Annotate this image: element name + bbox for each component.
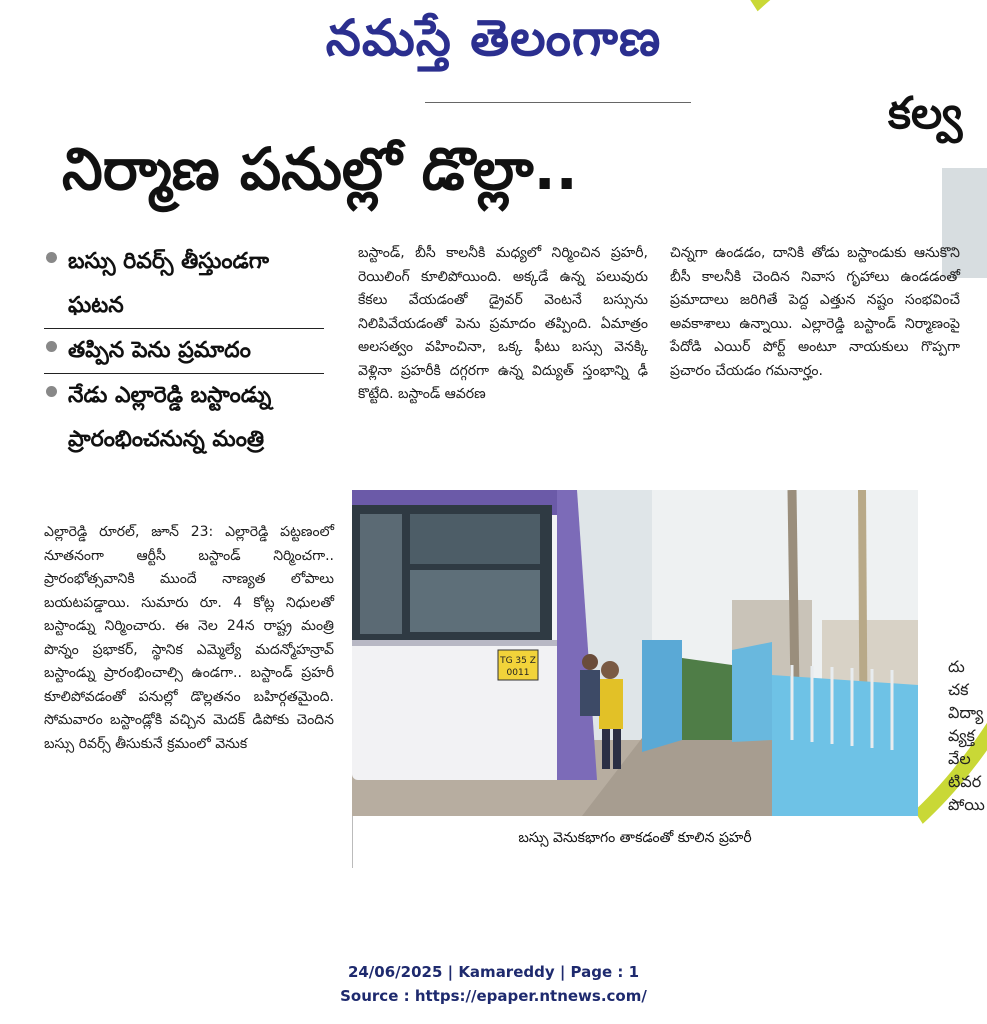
bullet-item: బస్సు రివర్స్ తీస్తుండగా ఘటన [44,240,324,329]
fragment-line: విద్యా [948,703,984,722]
number-plate-bottom: 0011 [506,668,530,678]
page-footer [0,960,987,1008]
photo-caption: బస్సు వెనుకభాగం తాకడంతో కూలిన ప్రహరీ [518,830,752,846]
fragment-line: వ్యక్త [948,726,975,745]
masthead-logo: నమస్తే తెలంగాణ [325,9,662,67]
fragment-line: వేల [948,749,971,768]
article-column-1: ఎల్లారెడ్డి రూరల్, జూన్ 23: ఎల్లారెడ్డి పట్టణంలో నూతనంగా ఆర్టీసీ బస్టాండ్ నిర్మించగా.. ప్రారంభోత్సవానికి ముందే నాణ్యత లోపాలు బయటపడ్డాయి. సుమారు రూ. 4 కోట్ల నిధులతో బస్టాండ్ను నిర్మించారు. ఈ నెల 24న రాష్ట్ర మంత్రి పొన్నం ప్రభాకర్, స్థానిక ఎమ్మెల్యే మదన్మోహన్రావ్ బస్టాండ్ను ప్రారంభించాల్సి ఉండగా.. బస్టాండ్ ప్రహరీ కూలిపోవడంతో పనుల్లో డొల్లతనం బహిర్గతమైంది. సోమవారం బస్టాండ్లోకి వచ్చిన మెదక్ డిపోకు చెందిన బస్సు రివర్స్ తీసుకునే క్రమంలో వెనుక [44,524,334,752]
bullet-item: నేడు ఎల్లారెడ్డి బస్టాండ్ను ప్రారంభించనున్న మంత్రి [44,374,324,462]
bullet-item: తప్పిన పెను ప్రమాదం [44,329,324,374]
adjacent-column-fragment [948,655,987,816]
fragment-line: దు [948,657,965,676]
bus-wall-illustration [352,490,918,816]
article-headline: నిర్మాణ పనుల్లో డొల్లా.. [62,135,578,203]
edition-info: 24/06/2025 | Kamareddy | Page : 1 [347,963,640,981]
fragment-line: పోయి [948,795,985,814]
number-plate-top: TG 35 Z [500,656,536,666]
fragment-line: చక [948,680,969,699]
source-link[interactable]: Source : https://epaper.ntnews.com/ [340,987,647,1005]
adjacent-headline-fragment: కల్వ [888,88,963,139]
article-column-2: బస్టాండ్, బీసీ కాలనీకి మధ్యలో నిర్మించిన ప్రహరీ, రెయిలింగ్ కూలిపోయింది. అక్కడే ఉన్న పలువురు కేకలు వేయడంతో డ్రైవర్ వెంటనే బస్సును నిలిపివేయడంతో పెను ప్రమాదం తప్పింది. ఏమాత్రం అలసత్వం వహించినా, ఒక్క ఫీటు బస్సు వెనక్కి వెళ్లినా ప్రహరీకి దగ్గరగా ఉన్న విద్యుత్ స్తంభాన్ని ఢీ కొట్టేది. బస్టాండ్ ఆవరణ [358,245,648,402]
masthead-rule [425,102,691,103]
article-column-3: చిన్నగా ఉండడం, దానికి తోడు బస్టాండుకు ఆనుకొని బీసీ కాలనీకి చెందిన నివాస గృహాలు ఉండడంతో ప్రమాదాలు జరిగితే పెద్ద ఎత్తున నష్టం సంభవించే అవకాశాలు ఉన్నాయి. ఎల్లారెడ్డి బస్టాండ్ నిర్మాణంపై పేదోడి ఎయిర్ పోర్ట్ అంటూ నాయకులు గొప్పగా ప్రచారం చేయడం గమనార్హం. [670,245,960,379]
highlight-bullets [44,240,324,462]
fragment-line: టివర [948,772,982,791]
news-photo [352,490,918,816]
